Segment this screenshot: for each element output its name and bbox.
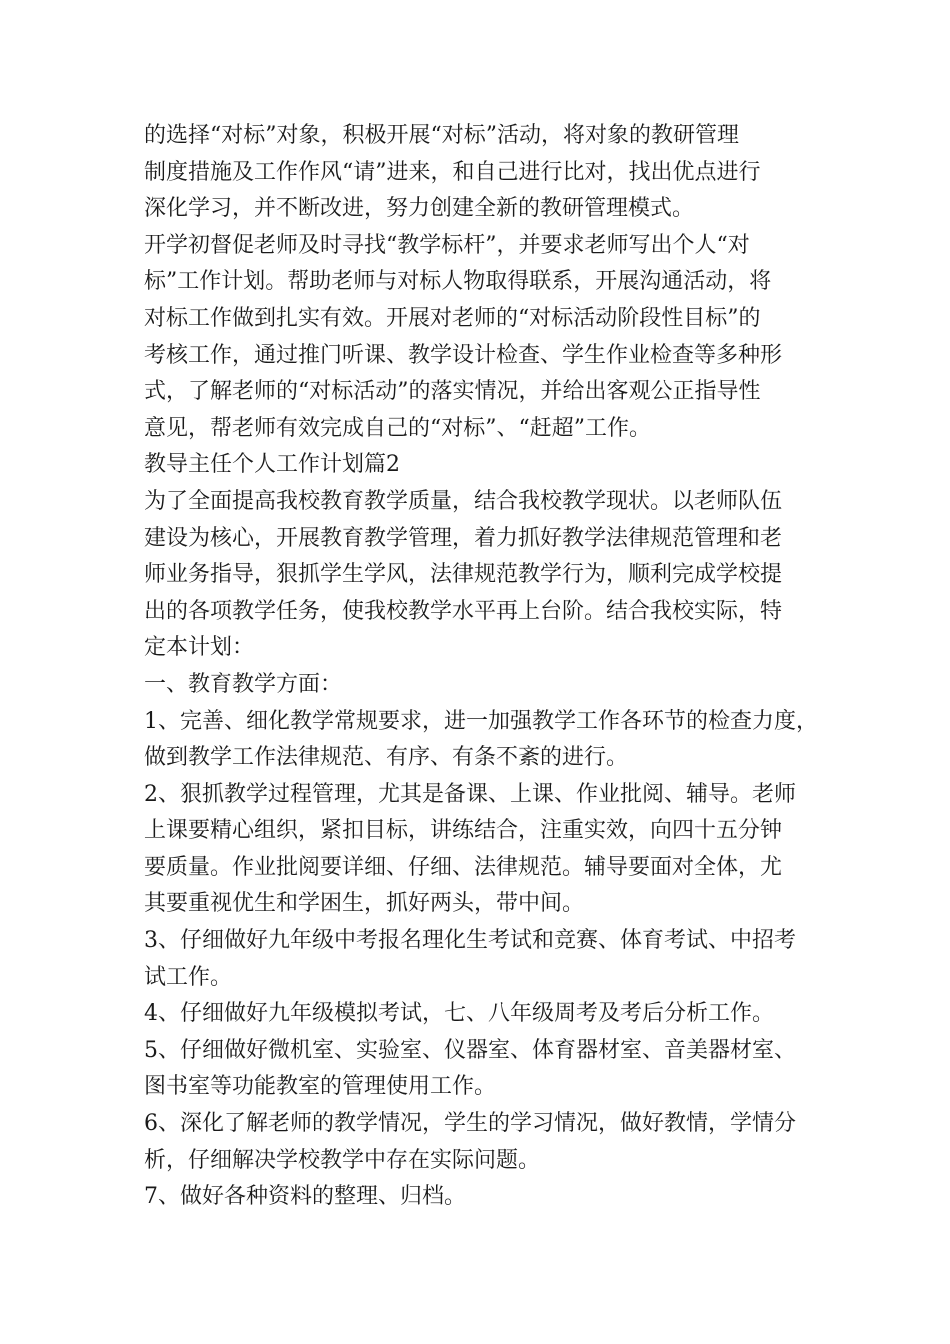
text-line: 开学初督促老师及时寻找“教学标杆”，并要求老师写出个人“对 <box>144 232 750 258</box>
text-line: 的选择“对标”对象，积极开展“对标”活动，将对象的教研管理 <box>144 123 739 148</box>
text-line: 对标工作做到扎实有效。开展对老师的“对标活动阶段性目标”的 <box>144 305 761 331</box>
list-item-line: 7、做好各种资料的整理、归档。 <box>144 1184 466 1210</box>
text-line: 制度措施及工作作风“请”进来，和自己进行比对，找出优点进行 <box>144 159 761 185</box>
subsection-heading: 一、教育教学方面： <box>144 671 343 697</box>
text-line: 为了全面提高我校教育教学质量，结合我校教学现状。以老师队伍 <box>144 488 783 514</box>
text-line: 定本计划： <box>144 635 255 661</box>
list-item-line: 5、仔细做好微机室、实验室、仪器室、体育器材室、音美器材室、 <box>144 1037 796 1063</box>
text-line: 建设为核心，开展教育教学管理，着力抓好教学法律规范管理和老 <box>144 525 783 551</box>
text-line: 出的各项教学任务，使我校教学水平再上台阶。结合我校实际，特 <box>144 598 783 624</box>
list-item-line: 3、仔细做好九年级中考报名理化生考试和竞赛、体育考试、中招考 <box>144 928 796 954</box>
text-line: 标”工作计划。帮助老师与对标人物取得联系，开展沟通活动，将 <box>144 269 772 295</box>
list-item-line: 要质量。作业批阅要详细、仔细、法律规范。辅导要面对全体，尤 <box>144 854 783 880</box>
section-heading: 教导主任个人工作计划篇2 <box>144 452 400 478</box>
list-item-line: 做到教学工作法律规范、有序、有条不紊的进行。 <box>144 745 629 771</box>
list-item-line: 其要重视优生和学困生，抓好两头，带中间。 <box>144 891 585 917</box>
text-line: 意见，帮老师有效完成自己的“对标”、“赶超”工作。 <box>144 415 651 441</box>
document-body <box>144 118 844 1216</box>
list-item-line: 图书室等功能教室的管理使用工作。 <box>144 1074 497 1100</box>
list-item-line: 4、仔细做好九年级模拟考试，七、八年级周考及考后分析工作。 <box>144 1001 774 1027</box>
list-item-line: 6、深化了解老师的教学情况，学生的学习情况，做好教情，学情分 <box>144 1111 796 1137</box>
list-item-line: 上课要精心组织，紧扣目标，讲练结合，注重实效，向四十五分钟 <box>144 818 783 844</box>
list-item-line: 析，仔细解决学校教学中存在实际问题。 <box>144 1147 541 1173</box>
list-item-line: 2、狠抓教学过程管理，尤其是备课、上课、作业批阅、辅导。老师 <box>144 781 796 807</box>
list-item-line: 试工作。 <box>144 964 233 990</box>
text-line: 式，了解老师的“对标活动”的落实情况，并给出客观公正指导性 <box>144 379 761 405</box>
text-line: 深化学习，并不断改进，努力创建全新的教研管理模式。 <box>144 196 695 222</box>
text-line: 考核工作，通过推门听课、教学设计检查、学生作业检查等多种形 <box>144 342 783 368</box>
text-line: 师业务指导，狠抓学生学风，法律规范教学行为，顺利完成学校提 <box>144 562 783 588</box>
list-item-line: 1、完善、细化教学常规要求，进一加强教学工作各环节的检查力度， <box>144 708 818 734</box>
